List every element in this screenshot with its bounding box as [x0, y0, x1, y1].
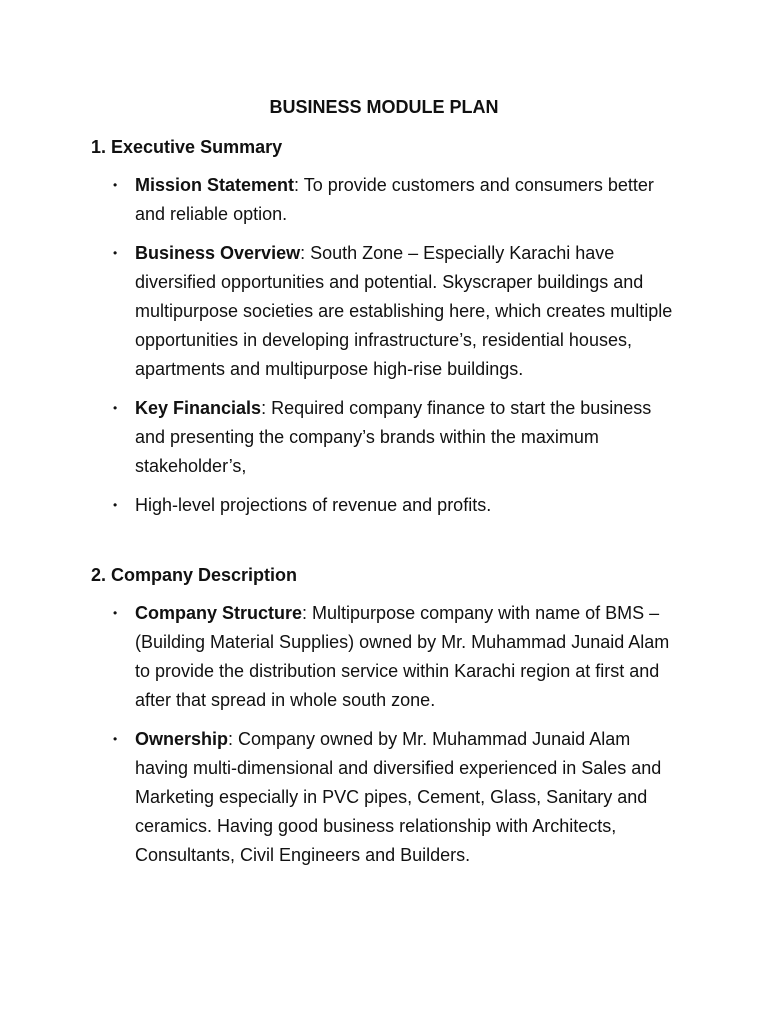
bullet-icon: •: [113, 732, 118, 746]
bullet-icon: •: [113, 246, 118, 260]
bullet-text: High-level projections of revenue and profits.: [135, 495, 492, 515]
executive-summary-list: [0, 171, 768, 530]
bullet-text: : South Zone – Especially Karachi have diversified opportunities and potential. Skyscraper buildings and multipurpose societies are establishing here, which creates multiple opportunities in developing infrastructure’s, residential houses, apartments and multipurpose high-rise buildings.: [135, 243, 673, 379]
list-item-ownership: [0, 725, 683, 870]
bullet-text: : Company owned by Mr. Muhammad Junaid Alam having multi-dimensional and diversified experienced in Sales and Marketing especially in PVC pipes, Cement, Glass, Sanitary and ceramics. Having good business relationship with Architects, Consultants, Civil Engineers and Builders.: [135, 729, 662, 865]
bullet-text: : To provide customers and consumers better and reliable option.: [135, 175, 654, 224]
section-heading-executive-summary: 1. Executive Summary: [91, 137, 283, 157]
bullet-icon: •: [113, 498, 118, 512]
company-description-list: [0, 599, 768, 880]
bullet-term: Company Structure: [135, 603, 303, 623]
bullet-text: : Required company finance to start the business and presenting the company’s brands within the maximum stakeholder’s,: [135, 398, 652, 476]
bullet-term: Business Overview: [135, 243, 301, 263]
bullet-icon: •: [113, 606, 118, 620]
bullet-text: : Multipurpose company with name of BMS – (Building Material Supplies) owned by Mr. Muhammad Junaid Alam to provide the distribution service within Karachi region at first and after that spread in whole south zone.: [135, 603, 670, 710]
document-title: BUSINESS MODULE PLAN: [269, 97, 499, 117]
bullet-icon: •: [113, 178, 118, 192]
bullet-term: Ownership: [135, 729, 229, 749]
bullet-term: Mission Statement: [135, 175, 295, 195]
list-item-high-level-projections: [0, 491, 683, 520]
list-item-key-financials: [0, 394, 683, 481]
section-heading-company-description: 2. Company Description: [91, 565, 298, 585]
list-item-mission-statement: [0, 171, 683, 229]
list-item-company-structure: [0, 599, 683, 715]
bullet-term: Key Financials: [135, 398, 262, 418]
bullet-icon: •: [113, 401, 118, 415]
list-item-business-overview: [0, 239, 683, 384]
